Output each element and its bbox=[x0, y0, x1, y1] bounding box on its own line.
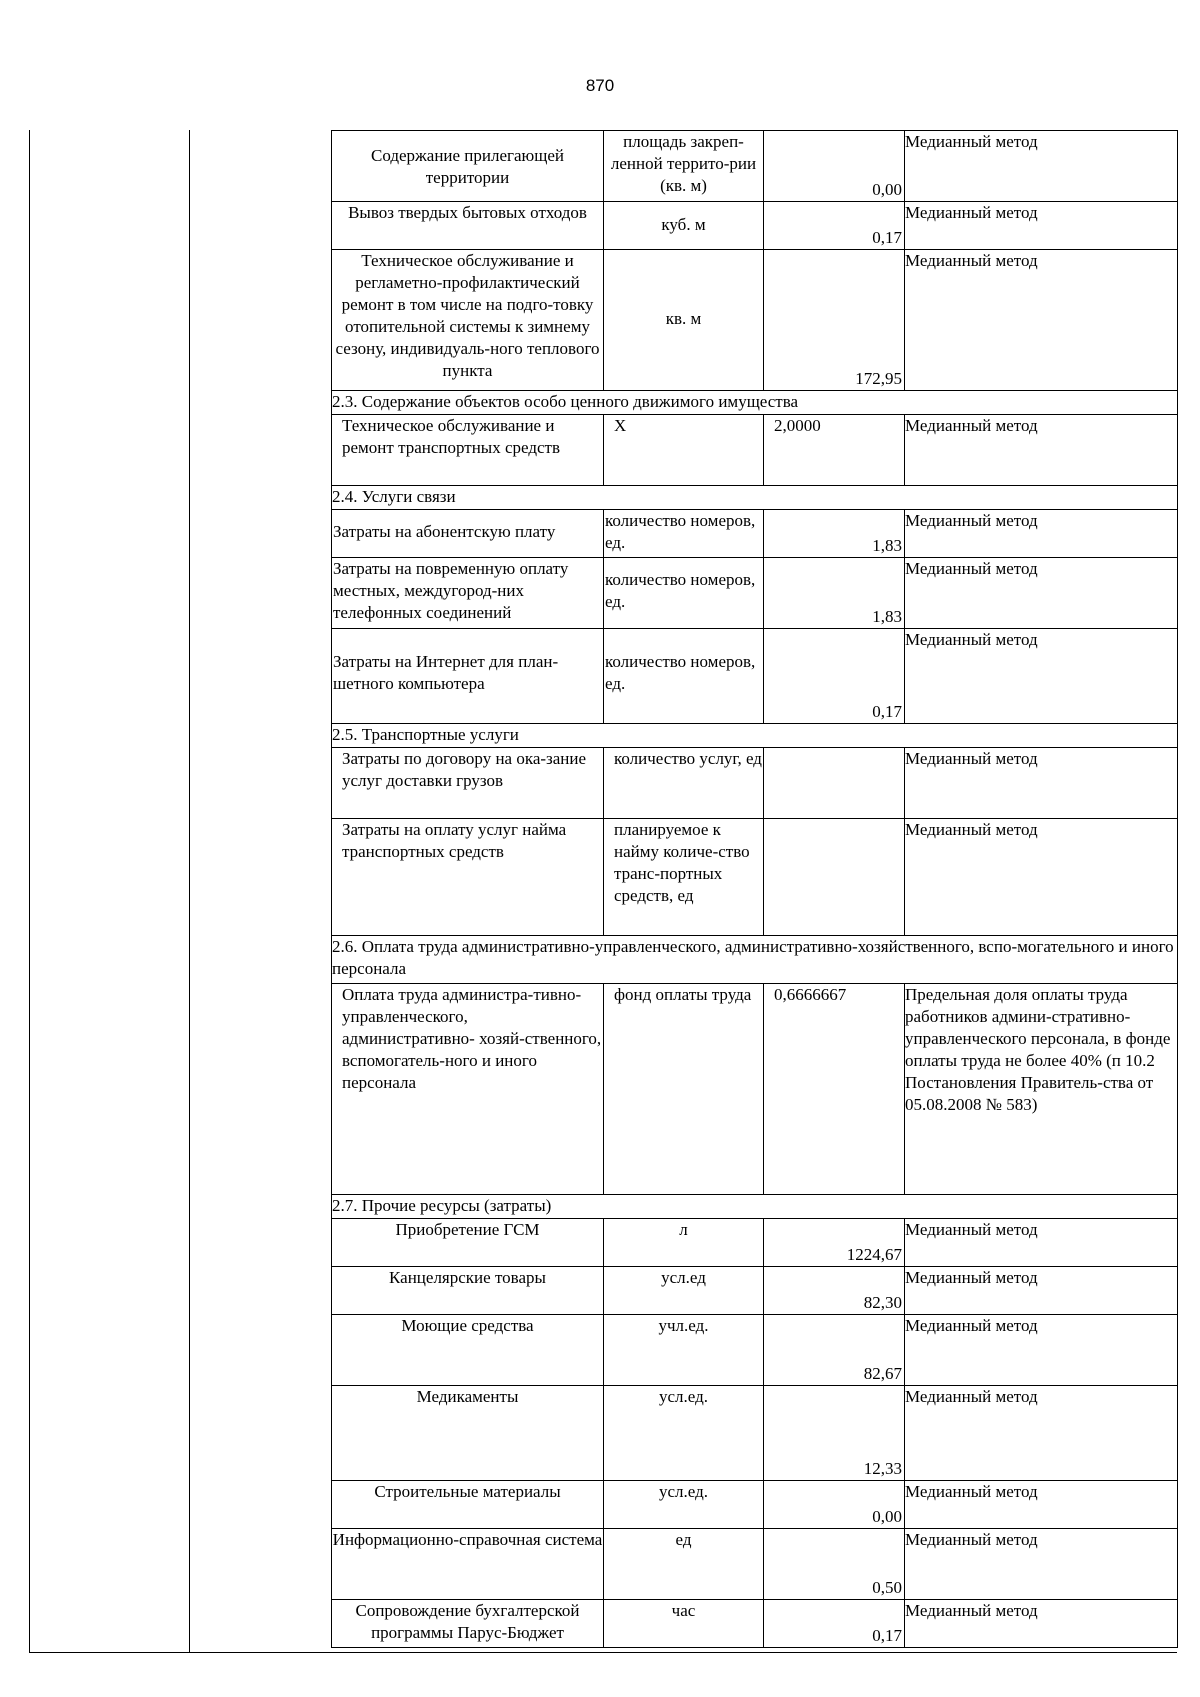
row-value-cell bbox=[764, 558, 905, 629]
row-name: Затраты на оплату услуг найма транспортных средств bbox=[332, 819, 604, 936]
row-name: Сопровождение бухгалтерской программы Парус-Бюджет bbox=[332, 1600, 604, 1648]
row-name: Оплата труда администра-тивно- управленческого, административно- хозяй-ственного, вспомогатель-ного и иного персонала bbox=[332, 984, 604, 1195]
row-name bbox=[332, 510, 604, 558]
row-unit bbox=[604, 250, 764, 391]
row-value-cell bbox=[764, 415, 905, 486]
row-method: Медианный метод bbox=[905, 558, 1178, 629]
row-name: Канцелярские товары bbox=[332, 1267, 604, 1315]
row-method: Медианный метод bbox=[905, 415, 1178, 486]
row-unit-text: кв. м bbox=[665, 309, 702, 328]
row-value: 0,6666667 bbox=[774, 985, 847, 1004]
table-row bbox=[332, 202, 1178, 250]
row-unit: л bbox=[604, 1219, 764, 1267]
row-method: Предельная доля оплаты труда работников админи-стративно- управленческого персонала, в фонде оплаты труда не более 40% (п 10.2 Постановления Правитель-ства от 05.08.2008 № 583) bbox=[905, 984, 1178, 1195]
row-value-cell bbox=[764, 131, 905, 202]
row-value: 0,17 bbox=[872, 1626, 902, 1645]
row-method: Медианный метод bbox=[905, 1267, 1178, 1315]
row-value-cell bbox=[764, 748, 905, 819]
row-method: Медианный метод bbox=[905, 748, 1178, 819]
row-name-text: Затраты на Интернет для план-шетного компьютера bbox=[333, 652, 559, 693]
row-unit bbox=[604, 629, 764, 724]
row-value: 0,00 bbox=[872, 180, 902, 199]
row-method: Медианный метод bbox=[905, 510, 1178, 558]
row-name-text: Затраты на абонентскую плату bbox=[333, 522, 556, 541]
table-row bbox=[332, 250, 1178, 391]
row-method: Медианный метод bbox=[905, 131, 1178, 202]
row-unit: количество номеров, ед. bbox=[604, 510, 764, 558]
row-name: Затраты по договору на ока-зание услуг доставки грузов bbox=[332, 748, 604, 819]
table-row bbox=[332, 1386, 1178, 1481]
row-value-cell bbox=[764, 629, 905, 724]
row-name: Вывоз твердых бытовых отходов bbox=[332, 202, 604, 250]
table-row bbox=[332, 984, 1178, 1195]
table-row bbox=[332, 415, 1178, 486]
row-method: Медианный метод bbox=[905, 1600, 1178, 1648]
section-title: 2.6. Оплата труда административно-управленческого, административно-хозяйственного, вспо-могательного и иного персонала bbox=[332, 936, 1178, 984]
table-row bbox=[332, 558, 1178, 629]
row-value: 0,17 bbox=[872, 702, 902, 721]
row-name bbox=[332, 629, 604, 724]
row-unit: количество услуг, ед bbox=[604, 748, 764, 819]
table-row bbox=[332, 1481, 1178, 1529]
row-unit: час bbox=[604, 1600, 764, 1648]
section-title: 2.7. Прочие ресурсы (затраты) bbox=[332, 1195, 1178, 1219]
table-row bbox=[332, 819, 1178, 936]
row-value: 0,17 bbox=[872, 228, 902, 247]
table-row bbox=[332, 1315, 1178, 1386]
section-row bbox=[332, 1195, 1178, 1219]
row-name: Моющие средства bbox=[332, 1315, 604, 1386]
row-method: Медианный метод bbox=[905, 250, 1178, 391]
row-value: 82,67 bbox=[863, 1364, 902, 1383]
row-value-cell bbox=[764, 1529, 905, 1600]
row-value-cell bbox=[764, 1600, 905, 1648]
table-row bbox=[332, 1267, 1178, 1315]
row-name: Приобретение ГСМ bbox=[332, 1219, 604, 1267]
row-name: Затраты на повременную оплату местных, междугород-них телефонных соединений bbox=[332, 558, 604, 629]
row-unit: фонд оплаты труда bbox=[604, 984, 764, 1195]
row-value-cell bbox=[764, 202, 905, 250]
row-unit: Х bbox=[604, 415, 764, 486]
table-row bbox=[332, 629, 1178, 724]
row-value-cell bbox=[764, 984, 905, 1195]
row-method: Медианный метод bbox=[905, 202, 1178, 250]
row-value-cell bbox=[764, 1219, 905, 1267]
outer-bottom-line bbox=[29, 1652, 1177, 1653]
row-value: 12,33 bbox=[863, 1459, 902, 1478]
row-value: 82,30 bbox=[863, 1293, 902, 1312]
row-value: 0,00 bbox=[872, 1507, 902, 1526]
row-value-cell bbox=[764, 510, 905, 558]
row-value: 0,50 bbox=[872, 1578, 902, 1597]
row-method: Медианный метод bbox=[905, 1529, 1178, 1600]
row-method: Медианный метод bbox=[905, 1481, 1178, 1529]
row-unit-text: куб. м bbox=[661, 215, 706, 234]
row-name: Информационно-справочная система bbox=[332, 1529, 604, 1600]
table-row bbox=[332, 131, 1178, 202]
row-unit bbox=[604, 202, 764, 250]
row-name: Техническое обслуживание и ремонт транспортных средств bbox=[332, 415, 604, 486]
section-row bbox=[332, 936, 1178, 984]
row-method: Медианный метод bbox=[905, 1315, 1178, 1386]
row-unit-text: количество номеров, ед. bbox=[605, 570, 756, 611]
table-row bbox=[332, 510, 1178, 558]
section-row bbox=[332, 486, 1178, 510]
row-value-cell bbox=[764, 1481, 905, 1529]
row-value: 1,83 bbox=[872, 607, 902, 626]
outer-column-line-left bbox=[29, 130, 30, 1653]
row-value: 172,95 bbox=[855, 369, 902, 388]
row-value-cell bbox=[764, 1315, 905, 1386]
row-method: Медианный метод bbox=[905, 1219, 1178, 1267]
row-value-cell bbox=[764, 250, 905, 391]
table-row bbox=[332, 748, 1178, 819]
expenses-table bbox=[331, 130, 1178, 1648]
row-unit: усл.ед. bbox=[604, 1481, 764, 1529]
section-row bbox=[332, 724, 1178, 748]
section-row bbox=[332, 391, 1178, 415]
row-unit: планируемое к найму количе-ство транс-портных средств, ед bbox=[604, 819, 764, 936]
section-title: 2.4. Услуги связи bbox=[332, 486, 1178, 510]
row-value-cell bbox=[764, 819, 905, 936]
row-value: 1,83 bbox=[872, 536, 902, 555]
row-unit: усл.ед bbox=[604, 1267, 764, 1315]
row-method: Медианный метод bbox=[905, 1386, 1178, 1481]
row-unit: усл.ед. bbox=[604, 1386, 764, 1481]
table-row bbox=[332, 1219, 1178, 1267]
row-value-cell bbox=[764, 1267, 905, 1315]
row-name: Строительные материалы bbox=[332, 1481, 604, 1529]
row-unit bbox=[604, 558, 764, 629]
row-unit: ед bbox=[604, 1529, 764, 1600]
page-number: 870 bbox=[585, 76, 615, 95]
section-title: 2.3. Содержание объектов особо ценного движимого имущества bbox=[332, 391, 1178, 415]
table-row bbox=[332, 1529, 1178, 1600]
row-unit-text: количество номеров, ед. bbox=[605, 652, 756, 693]
row-value: 2,0000 bbox=[774, 416, 821, 435]
section-title: 2.5. Транспортные услуги bbox=[332, 724, 1178, 748]
row-unit: учл.ед. bbox=[604, 1315, 764, 1386]
row-name: Медикаменты bbox=[332, 1386, 604, 1481]
row-name: Техническое обслуживание и регламетно-профилактический ремонт в том числе на подго-товку отопительной системы к зимнему сезону, индивидуаль-ного теплового пункта bbox=[332, 250, 604, 391]
row-value: 1224,67 bbox=[846, 1245, 902, 1264]
row-unit: площадь закреп-ленной террито-рии (кв. м) bbox=[604, 131, 764, 202]
outer-column-line-mid bbox=[189, 130, 190, 1653]
row-name: Содержание прилегающей территории bbox=[332, 131, 604, 202]
row-method: Медианный метод bbox=[905, 629, 1178, 724]
row-method: Медианный метод bbox=[905, 819, 1178, 936]
table-row bbox=[332, 1600, 1178, 1648]
row-value-cell bbox=[764, 1386, 905, 1481]
